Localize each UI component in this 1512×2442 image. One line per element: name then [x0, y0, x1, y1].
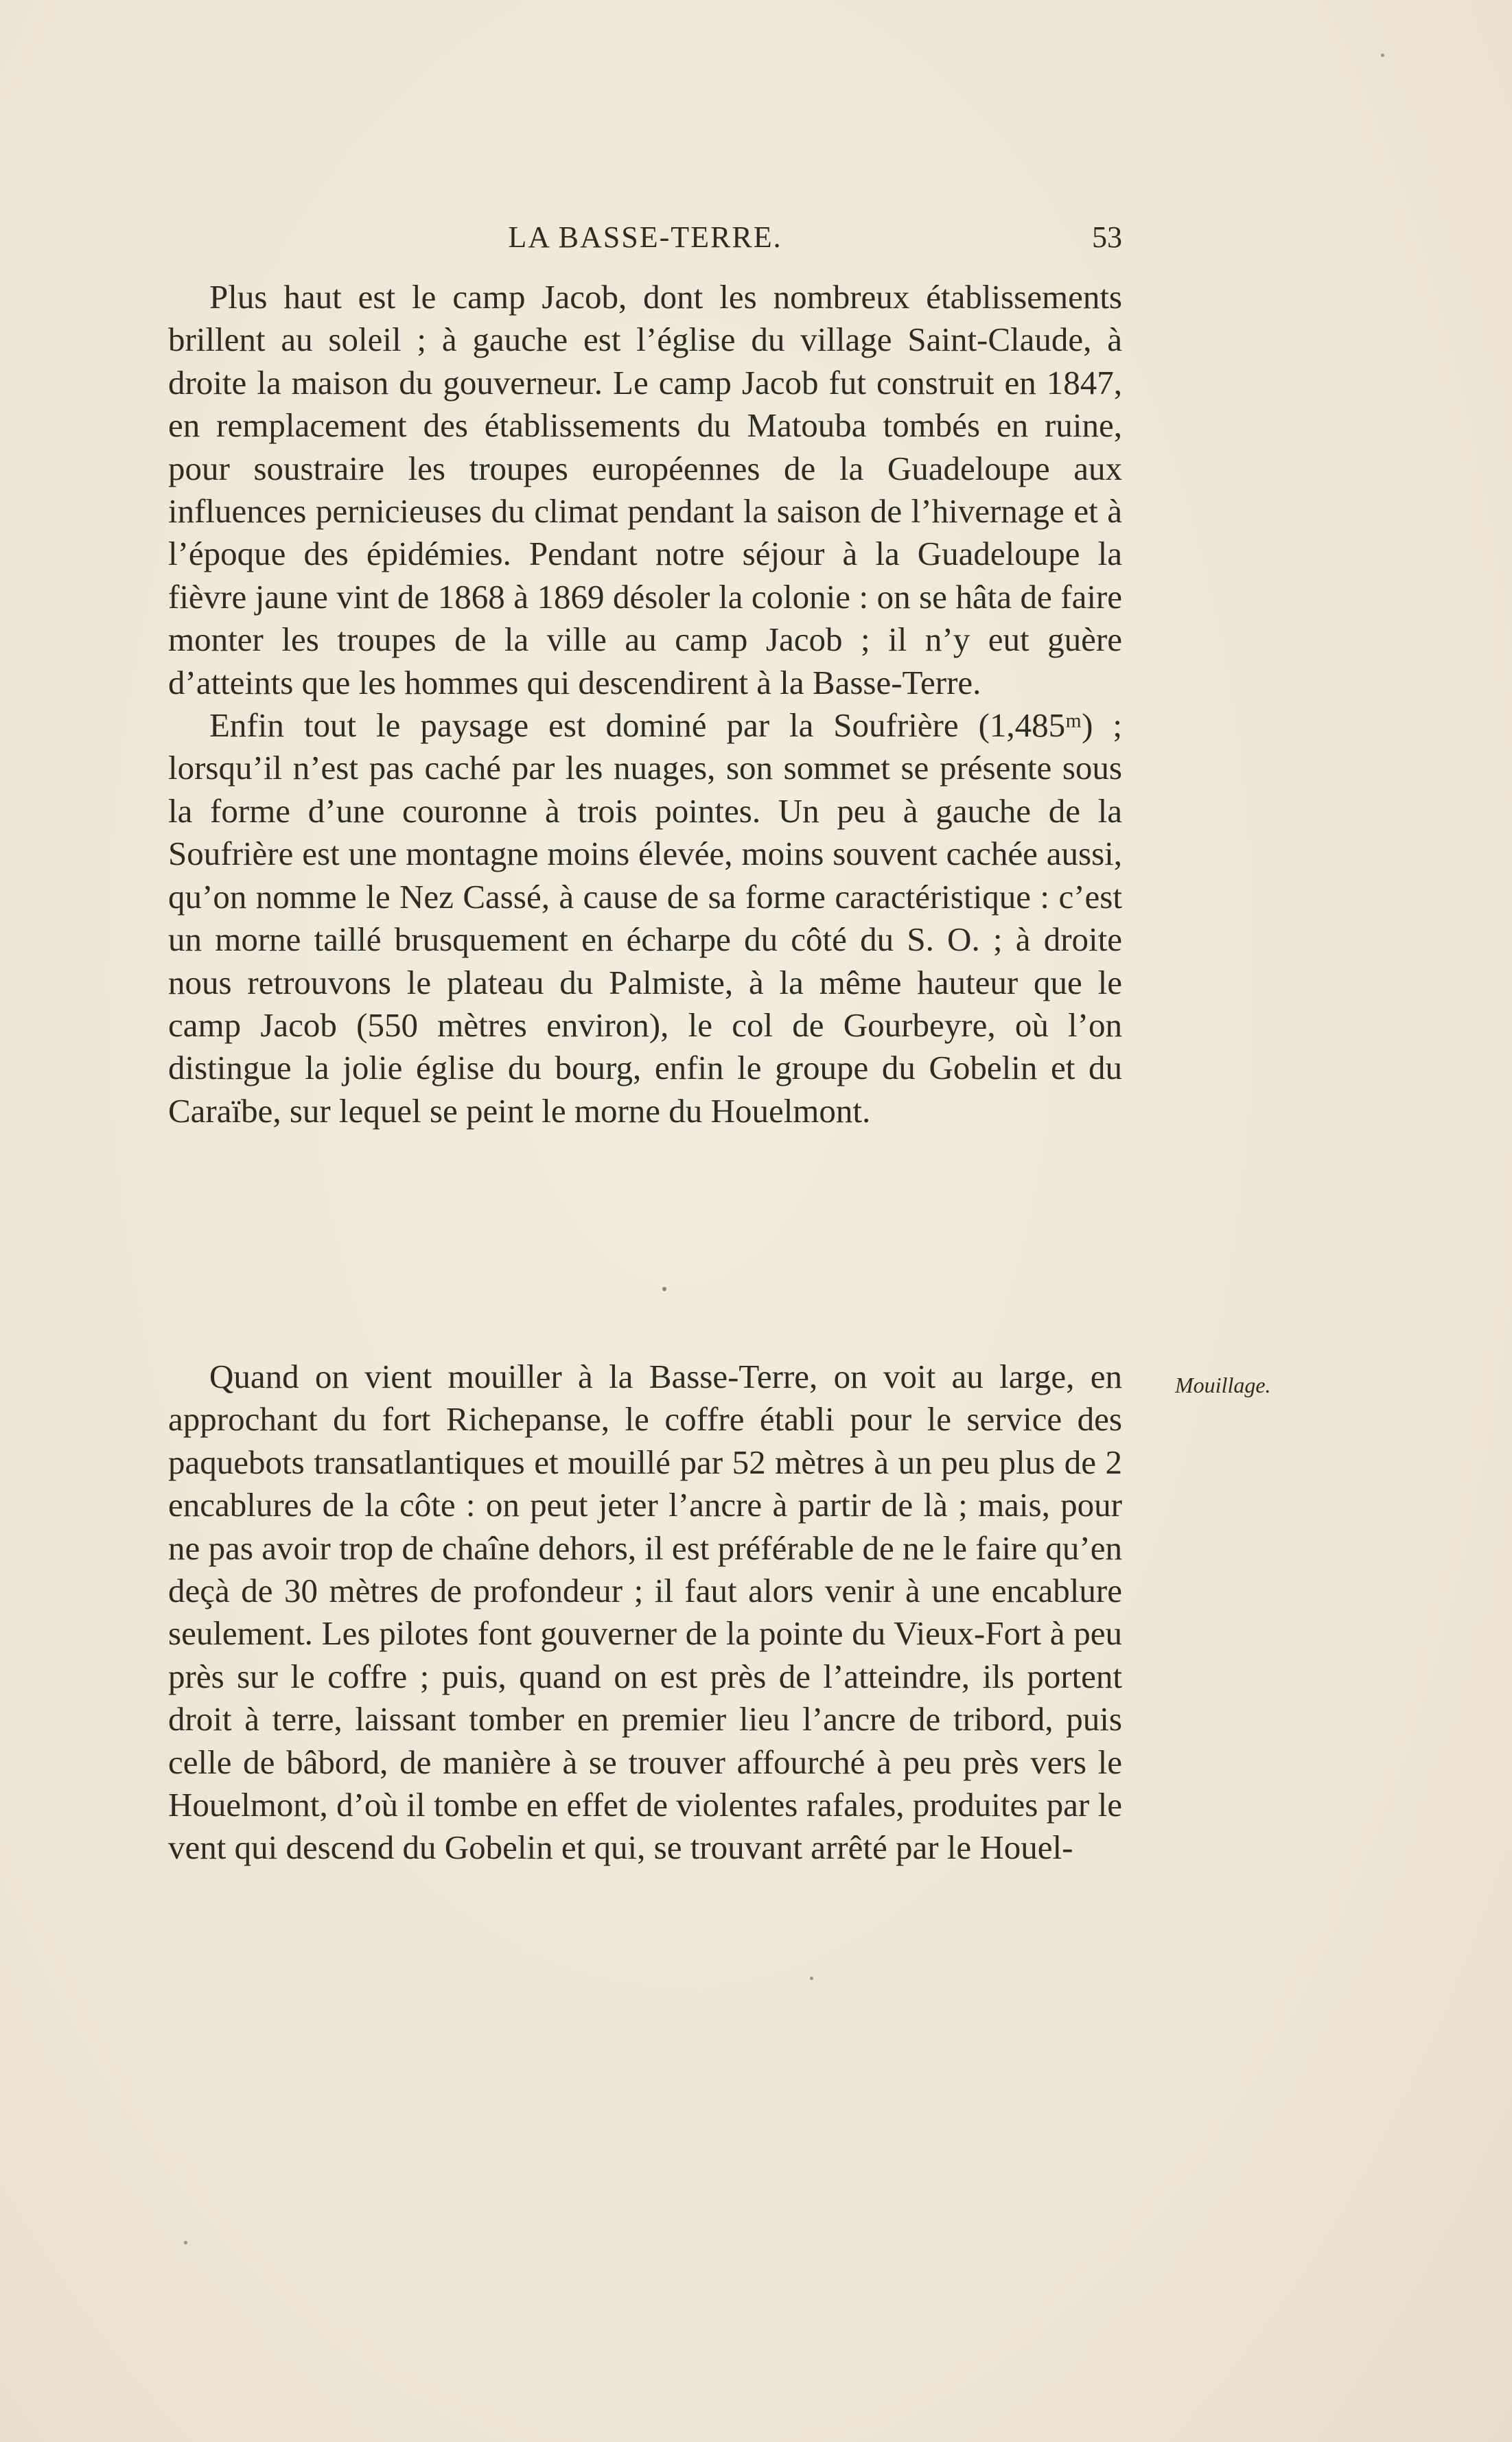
section-dot	[662, 1287, 666, 1291]
paper-speck	[184, 2241, 187, 2244]
paper-speck	[810, 1977, 813, 1980]
text-block-bottom	[168, 1356, 1122, 1870]
paragraph-mouillage: Quand on vient mouiller à la Basse-Terre, on voit au large, en approchant du fort Richepanse, le coffre établi pour le service des paquebots transatlantiques et mouillé par 52 mètres à un peu plus de 2 encablures de la côte : on peut jeter l’ancre à partir de là ; mais, pour ne pas avoir trop de chaîne dehors, il est préférable de ne le faire qu’en deçà de 30 mètres de profondeur ; il faut alors venir à une encablure seulement. Les pilotes font gouverner de la pointe du Vieux-Fort à peu près sur le coffre ; puis, quand on est près de l’atteindre, ils portent droit à terre, laissant tomber en premier lieu l’ancre de tribord, puis celle de bâbord, de manière à se trouver affourché à peu près vers le Houelmont, d’où il tombe en effet de violentes rafales, produites par le vent qui descend du Gobelin et qui, se trouvant arrêté par le Houel-	[168, 1358, 1122, 1867]
page-header	[168, 220, 1122, 261]
paragraph-camp-jacob: Plus haut est le camp Jacob, dont les nombreux établissements brillent au soleil ; à gauche est l’église du village Saint-Claude, à droite la maison du gouverneur. Le camp Jacob fut construit en 1847, en remplacement des établissements du Matouba tombés en ruine, pour soustraire les troupes européennes de la Guadeloupe aux influences pernicieuses du climat pendant la saison de l’hivernage et à l’époque des épidémies. Pendant notre séjour à la Guadeloupe la fièvre jaune vint de 1868 à 1869 désoler la colonie : on se hâta de faire monter les troupes de la ville au camp Jacob ; il n’y eut guère d’atteints que les hommes qui descendirent à la Basse-Terre.	[168, 278, 1122, 701]
margin-note: Mouillage.	[1175, 1373, 1271, 1397]
text-block-top	[168, 276, 1122, 1132]
paper-speck	[1381, 54, 1384, 57]
running-title: LA BASSE-TERRE.	[508, 220, 782, 254]
paragraph-soufriere: Enfin tout le paysage est dominé par la Soufrière (1,485ᵐ) ; lorsqu’il n’est pas caché par les nuages, son sommet se présente sous la forme d’une couronne à trois pointes. Un peu à gauche de la Soufrière est une montagne moins élevée, moins souvent cachée aussi, qu’on nomme le Nez Cassé, à cause de sa forme caractéristique : c’est un morne taillé brusquement en écharpe du côté du S. O. ; à droite nous retrouvons le plateau du Palmiste, à la même hauteur que le camp Jacob (550 mètres environ), le col de Gourbeyre, où l’on distingue la jolie église du bourg, enfin le groupe du Gobelin et du Caraïbe, sur lequel se peint le morne du Houelmont.	[168, 706, 1122, 1130]
page-number: 53	[1092, 220, 1122, 254]
